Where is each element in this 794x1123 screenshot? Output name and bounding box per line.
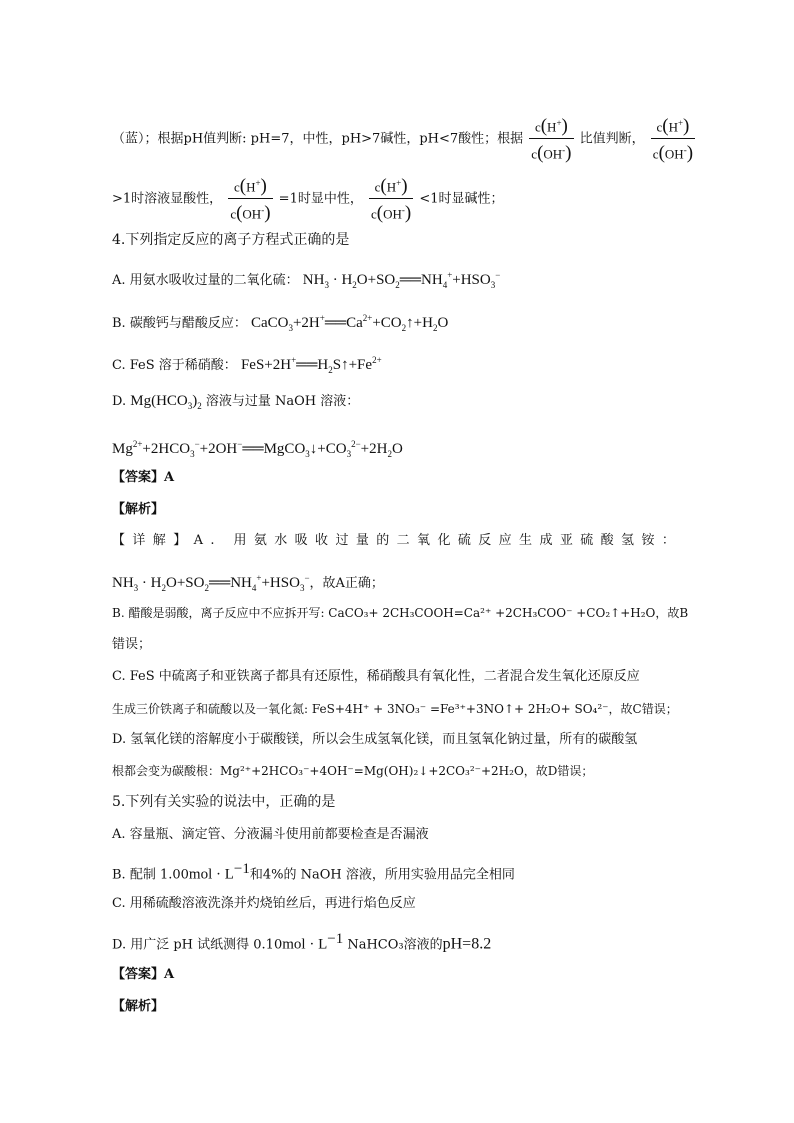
formula-mg-hco3: $Mg(HCO_3)_2$ [130,393,202,411]
equation-b: $CaCO_3+2H^+══Ca^{2+}+CO_2↑+H_2O$ [250,313,449,333]
ratio-fraction-2: $\frac{c(H^+)}{c(OH^-)}$ [651,112,695,166]
q4-detail-c-2: 生成三价铁离子和硫酸以及一氧化氮: FeS+4H⁺ + 3NO₃⁻ =Fe³⁺+3NO↑+ 2H₂O+ SO₄²⁻，故C错误； [112,702,678,716]
q4-option-d: D. $Mg(HCO_3)_2$ 溶液与过量 NaOH 溶液： [112,393,360,411]
intro-text-d: =1时显中性， [278,191,363,207]
intro-text-c: >1时溶液显酸性， [112,191,223,207]
q4-detail-d: D. 氢氧化镁的溶解度小于碳酸镁，所以会生成氢氧化镁，而且氢氧化钠过量，所有的碳酸氢 [112,732,638,747]
q4-detail-a-equation: $NH_3$ · $H_2O+SO_2══NH_4^++HSO_3^-$，故A正确； [112,573,384,593]
intro-line-2 [112,172,504,226]
q4-option-d-equation [112,435,403,463]
equation-c: $FeS+2H^+══H_2S↑+Fe^{2+}$ [240,355,382,375]
q4-detail-c: C. FeS 中硫离子和亚铁离子都具有还原性，稀硝酸具有氧化性，二者混合发生氧化还原反应 [112,669,640,684]
ratio-fraction-3: $\frac{c(H^+)}{c(OH^-)}$ [228,172,272,226]
q4-answer: 【答案】A [112,470,175,485]
intro-text-a: （蓝）；根据pH值判断: pH=7，中性，pH>7碱性，pH<7酸性；根据 [112,131,524,147]
intro-line-1 [112,112,697,166]
q4-option-c: C. FeS 溶于稀硝酸： $FeS+2H^+══H_2S↑+Fe^{2+}$ [112,355,382,375]
q5-option-c: C. 用稀硫酸溶液洗涤并灼烧铂丝后，再进行焰色反应 [112,896,416,911]
equation-a: $NH_3$ · $H_2O+SO_2══NH_4^++HSO_3^-$ [302,270,501,290]
q5-stem: 5.下列有关实验的说法中，正确的是 [112,794,336,810]
q5-answer: 【答案】A [112,967,175,982]
q5-analysis-heading: 【解析】 [112,999,165,1014]
q4-option-b: B. 碳酸钙与醋酸反应： $CaCO_3+2H^+══Ca^{2+}+CO_2↑+H_2O$ [112,313,449,333]
q4-detail-b: B. 醋酸是弱酸，离子反应中不应拆开写: CaCO₃+ 2CH₃COOH=Ca²⁺ +2CH₃COO⁻ +CO₂↑+H₂O，故B [112,606,689,620]
q4-option-a: A. 用氨水吸收过量的二氧化硫： $NH_3$ · $H_2O+SO_2══NH_4^++HSO_3^-$ [112,270,501,290]
ratio-fraction-1: $\frac{c(H^+)}{c(OH^-)}$ [529,112,573,166]
q5-option-b: B. 配制 $1.00mol \cdot L^{-1}$和4%的 NaOH 溶液，所用实验用品完全相同 [112,861,515,883]
q5-option-d: D. 用广泛 pH 试纸测得 $0.10mol \cdot L^{-1}$ NaHCO₃溶液的pH=8.2 [112,931,492,953]
q4-detail-d-2: 根都会变为碳酸根：Mg²⁺+2HCO₃⁻+4OH⁻=Mg(OH)₂↓+2CO₃²⁻+2H₂O，故D错误； [112,764,594,778]
equation-d: $Mg^{2+}+2HCO_3^-+2OH^-══MgCO_3↓+CO_3^{2-}+2H_2O$ [112,439,403,459]
q5-option-a: A. 容量瓶、滴定管、分液漏斗使用前都要检查是否漏液 [112,827,429,842]
q4-detail-b-2: 错误； [112,637,152,652]
intro-text-e: <1时显碱性； [419,191,504,207]
q4-detail-a: 【详解】A. 用氨水吸收过量的二氧化硫反应生成亚硫酸氢铵： [112,533,683,548]
q4-stem: 4.下列指定反应的离子方程式正确的是 [112,232,350,248]
intro-text-b: 比值判断， [579,131,645,147]
q4-analysis-heading: 【解析】 [112,502,165,517]
ratio-fraction-4: $\frac{c(H^+)}{c(OH^-)}$ [369,172,413,226]
